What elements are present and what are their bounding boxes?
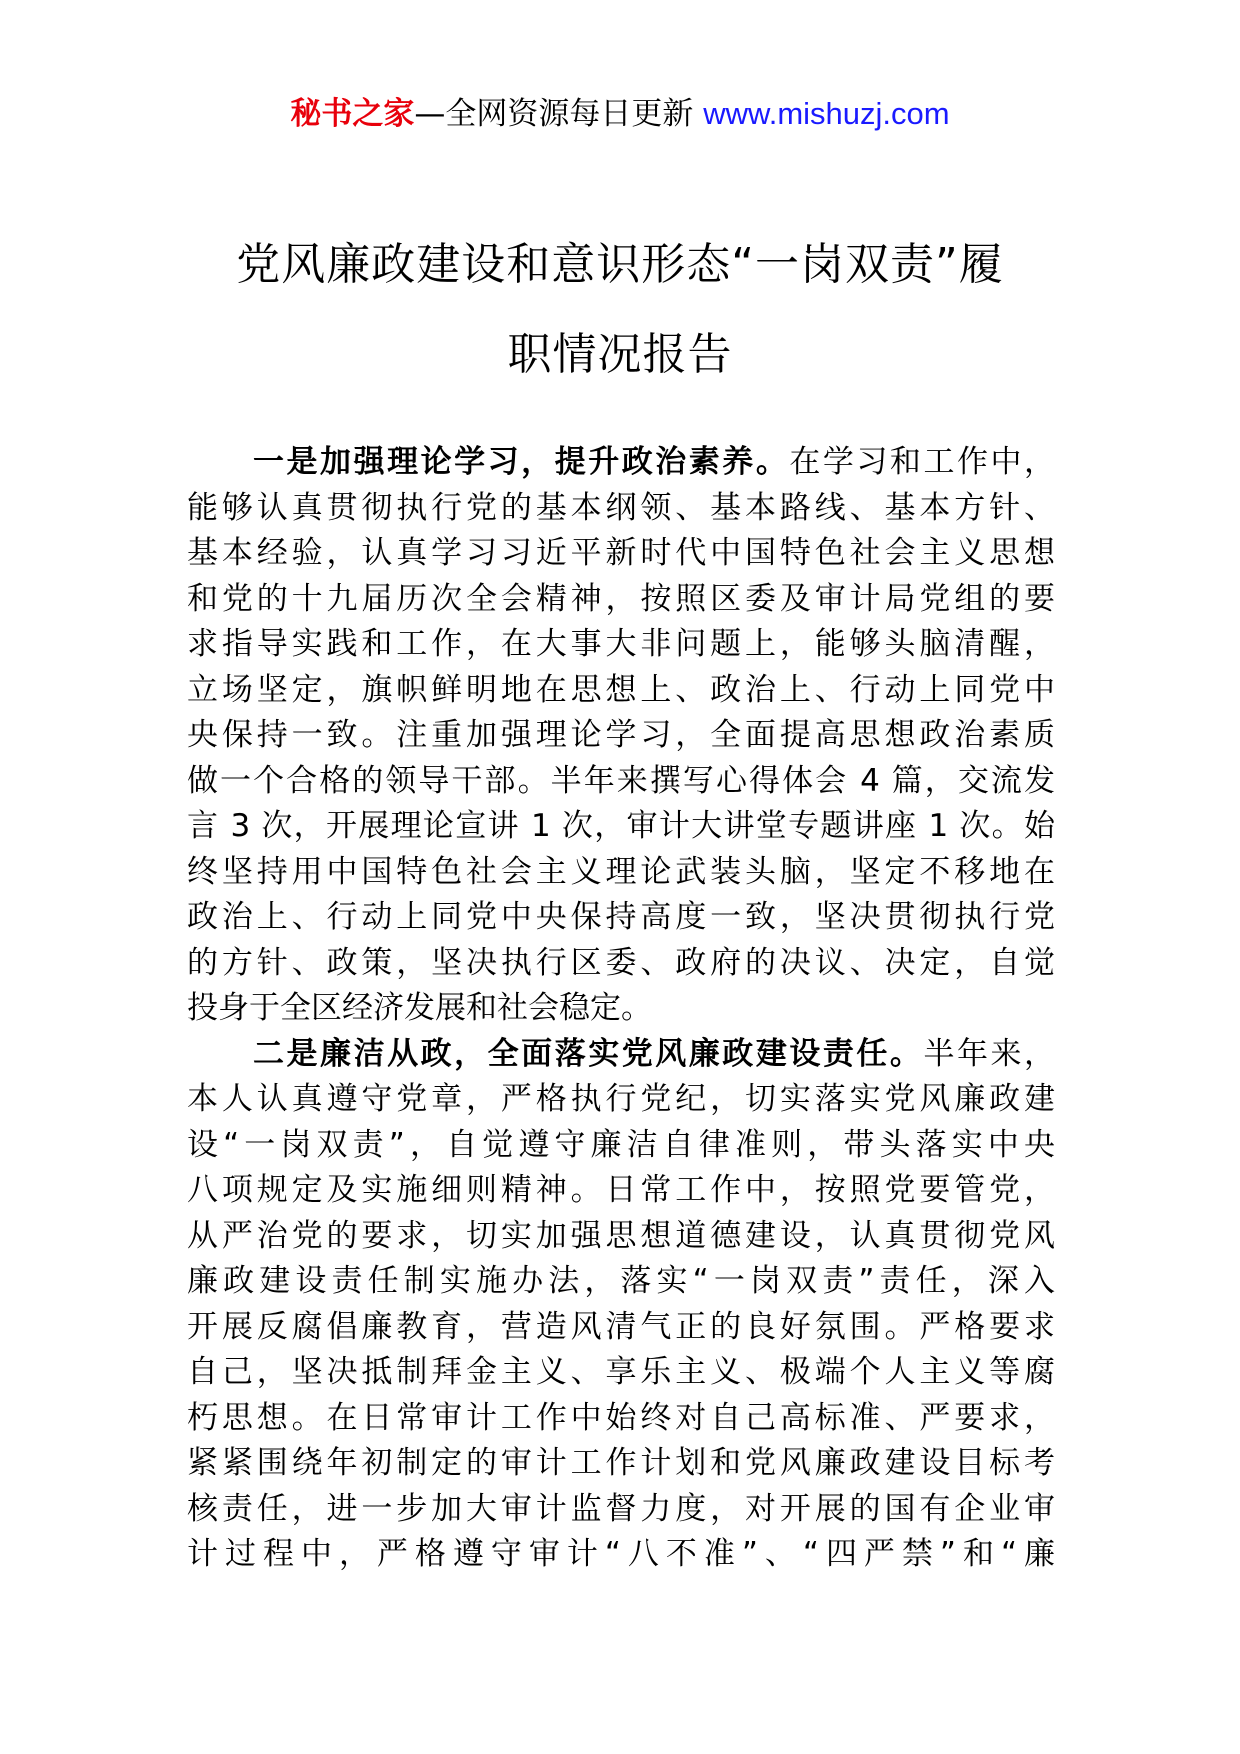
paragraph-lead: 一是加强理论学习，提升政治素养。 <box>253 444 790 480</box>
paragraph-line: 廉政建设责任制实施办法，落实“一岗双责”责任，深入 <box>187 1263 1055 1299</box>
paragraph-lead: 二是廉洁从政，全面落实党风廉政建设责任。 <box>253 1035 924 1072</box>
paragraph-line: 计过程中，严格遵守审计“八不准”、“四严禁”和“廉 <box>187 1536 1055 1572</box>
paragraph-line-text: 在学习和工作中， <box>789 444 1056 480</box>
paragraph-line: 核责任，进一步加大审计监督力度，对开展的国有企业审 <box>187 1490 1055 1527</box>
paragraph-line: 本人认真遵守党章，严格执行党纪，切实落实党风廉政建 <box>187 1081 1055 1117</box>
paragraph-line: 和党的十九届历次全会精神，按照区委及审计局党组的要 <box>187 580 1055 617</box>
header-slogan: —全网资源每日更新 <box>414 96 694 132</box>
paragraph-line: 央保持一致。注重加强理论学习，全面提高思想政治素质 <box>187 717 1055 753</box>
paragraph-1 <box>187 440 1055 1032</box>
paragraph-line: 从严治党的要求，切实加强思想道德建设，认真贯彻党风 <box>187 1217 1055 1254</box>
paragraph-line: 能够认真贯彻执行党的基本纲领、基本路线、基本方针、 <box>187 489 1055 526</box>
paragraph-line <box>187 440 1055 486</box>
paragraph-line: 终坚持用中国特色社会主义理论武装头脑，坚定不移地在 <box>187 853 1055 890</box>
paragraph-line: 八项规定及实施细则精神。日常工作中，按照党要管党， <box>187 1172 1055 1208</box>
paragraph-line: 开展反腐倡廉教育，营造风清气正的良好氛围。严格要求 <box>187 1308 1055 1345</box>
paragraph-line <box>187 1032 1055 1078</box>
brand-name: 秘书之家 <box>290 96 415 132</box>
document-title <box>150 220 1090 400</box>
paragraph-line: 自己，坚决抵制拜金主义、享乐主义、极端个人主义等腐 <box>187 1354 1055 1390</box>
paragraph-line: 设“一岗双责”，自觉遵守廉洁自律准则，带头落实中央 <box>187 1126 1055 1163</box>
paragraph-line: 政治上、行动上同党中央保持高度一致，坚决贯彻执行党 <box>187 899 1055 935</box>
paragraph-line: 的方针、政策，坚决执行区委、政府的决议、决定，自觉 <box>187 944 1055 981</box>
paragraph-line: 求指导实践和工作，在大事大非问题上，能够头脑清醒， <box>187 626 1055 662</box>
paragraph-2 <box>187 1032 1055 1578</box>
document-body <box>187 440 1055 1578</box>
paragraph-line-text: 半年来， <box>923 1035 1056 1072</box>
title-line-1: 党风廉政建设和意识形态“一岗双责”履 <box>236 239 1004 290</box>
paragraph-line: 言 3 次，开展理论宣讲 1 次，审计大讲堂专题讲座 1 次。始 <box>187 808 1055 844</box>
site-url-link[interactable]: www.mishuzj.com <box>703 96 950 131</box>
paragraph-line: 做一个合格的领导干部。半年来撰写心得体会 4 篇，交流发 <box>187 762 1055 799</box>
paragraph-line: 立场坚定，旗帜鲜明地在思想上、政治上、行动上同党中 <box>187 671 1055 708</box>
paragraph-line: 朽思想。在日常审计工作中始终对自己高标准、严要求， <box>187 1399 1055 1436</box>
paragraph-line: 基本经验，认真学习习近平新时代中国特色社会主义思想 <box>187 535 1055 571</box>
site-header <box>0 94 1240 134</box>
title-line-2: 职情况报告 <box>507 329 733 380</box>
paragraph-line: 投身于全区经济发展和社会稳定。 <box>187 990 652 1026</box>
paragraph-line: 紧紧围绕年初制定的审计工作计划和党风廉政建设目标考 <box>187 1445 1055 1481</box>
